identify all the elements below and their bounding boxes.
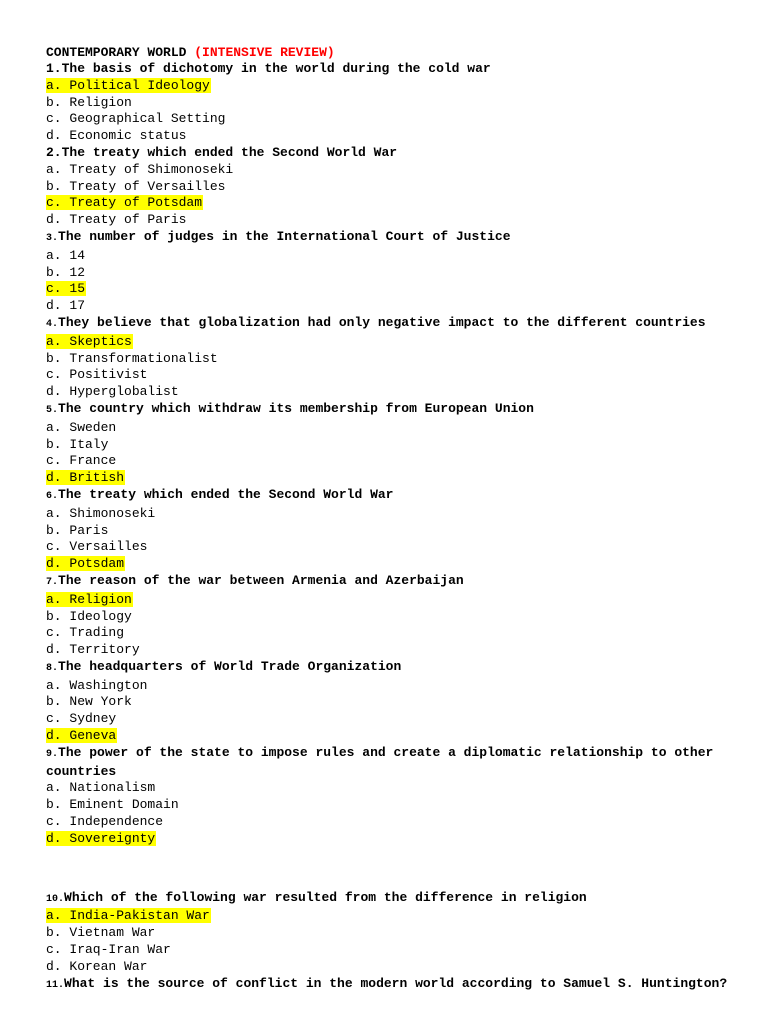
option-label: c. Positivist	[46, 367, 148, 383]
answer-option-highlighted	[46, 195, 728, 212]
answer-option	[46, 179, 728, 196]
answer-option	[46, 711, 728, 728]
answer-option	[46, 248, 728, 265]
question-block	[46, 659, 728, 745]
page-gap	[46, 848, 728, 890]
option-label: c. Treaty of Potsdam	[46, 195, 203, 211]
question-number: 10.	[46, 893, 65, 905]
question-block	[46, 229, 728, 315]
option-list	[46, 334, 728, 401]
answer-option	[46, 797, 728, 814]
answer-option-highlighted	[46, 728, 728, 745]
question-text	[46, 487, 728, 506]
option-label: b. Religion	[46, 94, 132, 110]
document-title	[46, 44, 728, 61]
option-label: b. Transformationalist	[46, 350, 218, 366]
title-subtitle: (INTENSIVE REVIEW)	[194, 45, 335, 60]
answer-option-highlighted	[46, 831, 728, 848]
answer-option	[46, 959, 728, 976]
question-text	[46, 659, 728, 678]
option-label: c. Iraq-Iran War	[46, 942, 171, 958]
question-number: 7.	[46, 576, 59, 588]
answer-option	[46, 351, 728, 368]
question-block	[46, 315, 728, 401]
option-label: d. British	[46, 470, 125, 486]
question-text	[46, 401, 728, 420]
answer-option	[46, 539, 728, 556]
option-label: a. 14	[46, 247, 86, 263]
answer-option	[46, 609, 728, 626]
option-label: a. Treaty of Shimonoseki	[46, 161, 234, 177]
answer-option	[46, 506, 728, 523]
answer-option	[46, 162, 728, 179]
option-label: c. 15	[46, 281, 86, 297]
option-list	[46, 162, 728, 229]
option-label: a. Shimonoseki	[46, 505, 156, 521]
answer-option-highlighted	[46, 470, 728, 487]
option-label: d. Treaty of Paris	[46, 212, 187, 228]
option-label: a. Religion	[46, 591, 132, 607]
option-list	[46, 678, 728, 745]
answer-option	[46, 625, 728, 642]
option-label: b. Eminent Domain	[46, 797, 179, 813]
option-label: c. France	[46, 453, 117, 469]
question-text	[46, 573, 728, 592]
option-label: b. Italy	[46, 436, 109, 452]
question-number: 2.	[46, 144, 62, 160]
answer-option	[46, 95, 728, 112]
option-label: c. Trading	[46, 625, 125, 641]
question-block	[46, 61, 728, 145]
question-list	[46, 61, 728, 994]
answer-option	[46, 925, 728, 942]
answer-option-highlighted	[46, 281, 728, 298]
option-list	[46, 420, 728, 487]
option-label: d. 17	[46, 298, 86, 314]
question-text	[46, 976, 728, 995]
answer-option	[46, 212, 728, 229]
question-number: 11.	[46, 979, 65, 991]
answer-option	[46, 367, 728, 384]
question-prompt: The power of the state to impose rules and create a diplomatic relationship to other countries	[46, 744, 722, 779]
question-block	[46, 745, 728, 848]
option-label: d. Geneva	[46, 728, 117, 744]
option-list	[46, 78, 728, 145]
option-label: b. Paris	[46, 522, 109, 538]
answer-option	[46, 694, 728, 711]
option-label: b. Vietnam War	[46, 925, 156, 941]
question-block	[46, 401, 728, 487]
answer-option	[46, 642, 728, 659]
answer-option	[46, 523, 728, 540]
option-label: a. India-Pakistan War	[46, 908, 210, 924]
option-list	[46, 248, 728, 315]
question-prompt: The number of judges in the International Court of Justice	[58, 228, 511, 244]
answer-option-highlighted	[46, 908, 728, 925]
option-label: c. Independence	[46, 814, 164, 830]
option-list	[46, 780, 728, 847]
answer-option	[46, 298, 728, 315]
question-number: 1.	[46, 61, 62, 76]
question-prompt: Which of the following war resulted from the difference in religion	[64, 889, 587, 905]
option-label: d. Sovereignty	[46, 830, 156, 846]
question-text	[46, 745, 728, 781]
question-prompt: What is the source of conflict in the modern world according to Samuel S. Huntington?	[64, 975, 728, 991]
answer-option	[46, 128, 728, 145]
option-label: a. Political Ideology	[46, 77, 210, 93]
question-text	[46, 890, 728, 909]
question-text	[46, 315, 728, 334]
question-prompt: The reason of the war between Armenia and Azerbaijan	[58, 572, 464, 588]
option-label: c. Geographical Setting	[46, 111, 226, 127]
question-block	[46, 573, 728, 659]
question-number: 4.	[46, 318, 59, 330]
question-text	[46, 61, 728, 78]
answer-option-highlighted	[46, 556, 728, 573]
question-prompt: The basis of dichotomy in the world during the cold war	[61, 61, 491, 76]
question-number: 8.	[46, 662, 59, 674]
option-label: b. Treaty of Versailles	[46, 178, 226, 194]
question-prompt: The treaty which ended the Second World War	[58, 486, 394, 502]
question-number: 3.	[46, 232, 59, 244]
answer-option	[46, 437, 728, 454]
question-text	[46, 145, 728, 162]
question-prompt: They believe that globalization had only negative impact to the different countries	[58, 314, 706, 330]
option-list	[46, 506, 728, 573]
answer-option	[46, 111, 728, 128]
question-prompt: The treaty which ended the Second World War	[61, 144, 398, 160]
question-block	[46, 890, 728, 976]
option-label: c. Sydney	[46, 711, 117, 727]
answer-option	[46, 814, 728, 831]
answer-option-highlighted	[46, 592, 728, 609]
answer-option-highlighted	[46, 78, 728, 95]
option-label: a. Washington	[46, 677, 148, 693]
answer-option	[46, 942, 728, 959]
answer-option	[46, 265, 728, 282]
option-label: a. Skeptics	[46, 333, 132, 349]
question-block	[46, 145, 728, 229]
answer-option	[46, 453, 728, 470]
option-label: d. Korean War	[46, 958, 148, 974]
option-label: a. Sweden	[46, 419, 117, 435]
option-label: d. Economic status	[46, 128, 187, 144]
question-block	[46, 976, 728, 995]
answer-option	[46, 678, 728, 695]
question-text	[46, 229, 728, 248]
answer-option	[46, 384, 728, 401]
option-label: b. New York	[46, 694, 132, 710]
title-text: CONTEMPORARY WORLD	[46, 45, 187, 60]
option-list	[46, 908, 728, 975]
option-label: d. Territory	[46, 642, 140, 658]
question-number: 9.	[46, 748, 59, 760]
option-label: d. Hyperglobalist	[46, 384, 179, 400]
option-label: a. Nationalism	[46, 780, 156, 796]
option-label: b. Ideology	[46, 608, 132, 624]
question-prompt: The country which withdraw its membership from European Union	[58, 400, 534, 416]
answer-option-highlighted	[46, 334, 728, 351]
question-number: 6.	[46, 490, 59, 502]
answer-option	[46, 420, 728, 437]
answer-option	[46, 780, 728, 797]
question-number: 5.	[46, 404, 59, 416]
question-block	[46, 487, 728, 573]
option-label: d. Potsdam	[46, 556, 125, 572]
option-label: b. 12	[46, 264, 86, 280]
question-prompt: The headquarters of World Trade Organization	[58, 658, 402, 674]
option-label: c. Versailles	[46, 539, 148, 555]
option-list	[46, 592, 728, 659]
